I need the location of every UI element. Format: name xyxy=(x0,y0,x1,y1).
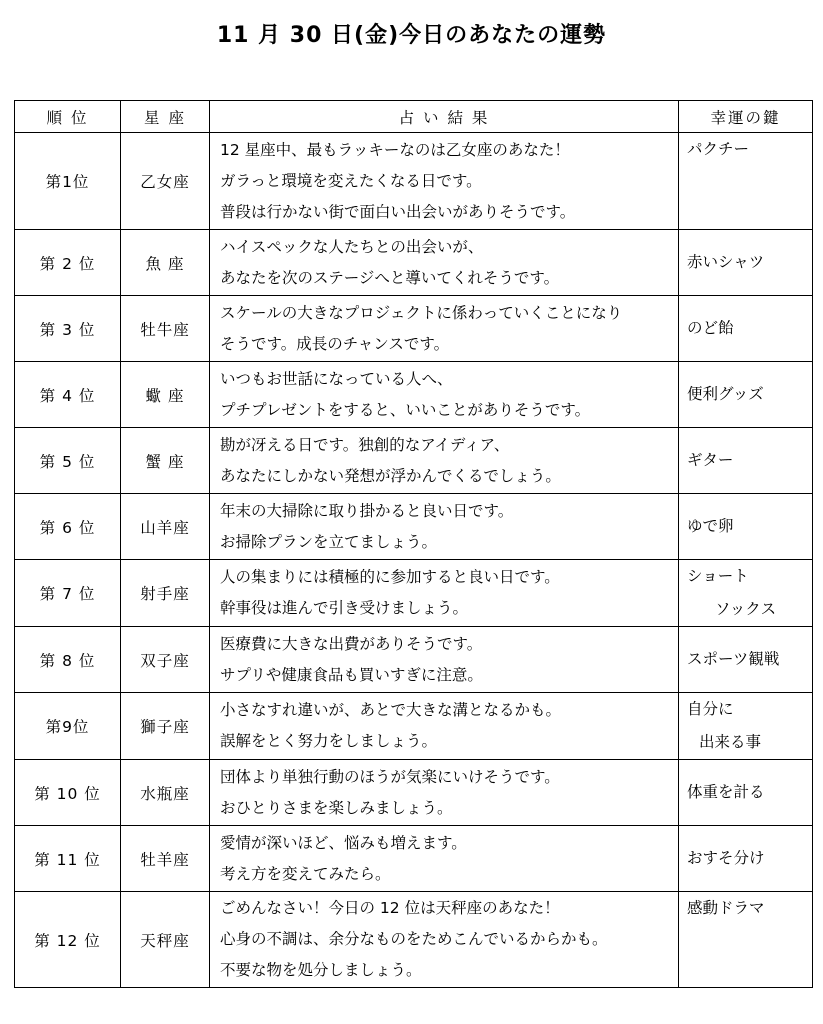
fortune-text-line: 愛情が深いほど、悩みも増えます。 xyxy=(220,833,467,852)
lucky-key-text: のど飴 xyxy=(687,319,734,337)
zodiac-sign-cell: 蠍 座 xyxy=(121,362,210,428)
zodiac-sign-cell: 乙女座 xyxy=(121,133,210,230)
table-row xyxy=(15,362,813,428)
rank-cell: 第1位 xyxy=(15,133,121,230)
zodiac-sign-cell: 牡牛座 xyxy=(121,296,210,362)
table-row xyxy=(15,892,813,988)
lucky-key-text: パクチー xyxy=(687,140,750,158)
rank-cell: 第 12 位 xyxy=(15,892,121,988)
fortune-text-line: そうです。成長のチャンスです。 xyxy=(220,334,450,353)
lucky-key-text: ショート xyxy=(687,567,749,585)
fortune-text-line: 団体より単独行動のほうが気楽にいけそうです。 xyxy=(220,767,560,786)
rank-cell: 第 4 位 xyxy=(15,362,121,428)
rank-cell: 第 5 位 xyxy=(15,428,121,494)
table-row xyxy=(15,627,813,693)
lucky-key-cell xyxy=(679,362,813,428)
rank-cell: 第 7 位 xyxy=(15,560,121,627)
zodiac-sign-cell: 牡羊座 xyxy=(121,826,210,892)
rank-cell: 第 11 位 xyxy=(15,826,121,892)
header-lucky-key: 幸運の鍵 xyxy=(679,101,813,133)
table-row xyxy=(15,296,813,362)
header-result: 占 い 結 果 xyxy=(210,101,679,133)
table-row xyxy=(15,133,813,230)
fortune-text-line: 誤解をとく努力をしましょう。 xyxy=(220,732,438,750)
lucky-key-text: 自分に xyxy=(687,700,734,718)
fortune-text-line: おひとりさまを楽しみましょう。 xyxy=(220,798,453,817)
fortune-text-line: 人の集まりには積極的に参加すると良い日です。 xyxy=(220,568,560,586)
fortune-text-line: 年末の大掃除に取り掛かると良い日です。 xyxy=(220,501,514,520)
fortune-result-cell xyxy=(210,892,679,988)
lucky-key-text: 感動ドラマ xyxy=(687,899,765,917)
lucky-key-cell xyxy=(679,428,813,494)
rank-cell: 第 2 位 xyxy=(15,230,121,296)
table-header-row xyxy=(15,101,813,133)
zodiac-sign-cell: 山羊座 xyxy=(121,494,210,560)
header-sign: 星 座 xyxy=(121,101,210,133)
fortune-result-cell xyxy=(210,560,679,627)
zodiac-sign-cell: 獅子座 xyxy=(121,693,210,760)
lucky-key-text: 出来る事 xyxy=(699,733,762,751)
fortune-text-line: お掃除プランを立てましょう。 xyxy=(220,532,438,551)
fortune-text-line: 幹事役は進んで引き受けましょう。 xyxy=(220,599,469,617)
lucky-key-text: スポーツ観戦 xyxy=(687,650,780,668)
lucky-key-cell xyxy=(679,560,813,627)
rank-cell: 第 6 位 xyxy=(15,494,121,560)
table-row xyxy=(15,428,813,494)
fortune-text-line: 考え方を変えてみたら。 xyxy=(220,864,391,883)
fortune-result-cell xyxy=(210,133,679,230)
lucky-key-text: 体重を計る xyxy=(687,783,765,801)
table-body xyxy=(15,133,813,988)
lucky-key-cell xyxy=(679,693,813,760)
fortune-text-line: 小さなすれ違いが、あとで大きな溝となるかも。 xyxy=(220,701,562,719)
lucky-key-cell xyxy=(679,627,813,693)
zodiac-sign-cell: 双子座 xyxy=(121,627,210,693)
fortune-result-cell xyxy=(210,230,679,296)
fortune-text-line: サプリや健康食品も買いすぎに注意。 xyxy=(220,665,483,684)
fortune-text-line: あなたを次のステージへと導いてくれそうです。 xyxy=(220,268,560,287)
lucky-key-cell xyxy=(679,230,813,296)
fortune-text-line: いつもお世話になっている人へ、 xyxy=(220,369,453,388)
lucky-key-cell xyxy=(679,760,813,826)
fortune-text-line: プチプレゼントをすると、いいことがありそうです。 xyxy=(220,400,591,419)
lucky-key-cell xyxy=(679,892,813,988)
lucky-key-text: おすそ分け xyxy=(687,849,765,867)
table-row xyxy=(15,494,813,560)
lucky-key-cell xyxy=(679,826,813,892)
lucky-key-text: ゆで卵 xyxy=(687,517,734,535)
fortune-result-cell xyxy=(210,760,679,826)
fortune-result-cell xyxy=(210,362,679,428)
lucky-key-cell xyxy=(679,494,813,560)
lucky-key-text: 赤いシャツ xyxy=(687,253,765,271)
fortune-result-cell xyxy=(210,428,679,494)
header-rank: 順 位 xyxy=(15,101,121,133)
horoscope-table xyxy=(14,100,813,988)
zodiac-sign-cell: 蟹 座 xyxy=(121,428,210,494)
fortune-result-cell xyxy=(210,693,679,760)
page-title: 11 月 30 日(金)今日のあなたの運勢 xyxy=(216,23,607,48)
fortune-text-line: ガラっと環境を変えたくなる日です。 xyxy=(220,171,482,190)
lucky-key-text: ソックス xyxy=(715,600,777,618)
rank-cell: 第 3 位 xyxy=(15,296,121,362)
lucky-key-text: 便利グッズ xyxy=(687,385,764,403)
zodiac-sign-cell: 天秤座 xyxy=(121,892,210,988)
fortune-text-line: あなたにしかない発想が浮かんでくるでしょう。 xyxy=(220,466,561,485)
lucky-key-cell xyxy=(679,133,813,230)
table-row xyxy=(15,230,813,296)
table-row xyxy=(15,826,813,892)
fortune-text-line: ハイスペックな人たちとの出会いが、 xyxy=(220,237,484,256)
fortune-text-line: 不要な物を処分しましょう。 xyxy=(220,961,422,979)
fortune-text-line: 勘が冴える日です。独創的なアイディア、 xyxy=(220,435,510,454)
fortune-text-line: 普段は行かない街で面白い出会いがありそうです。 xyxy=(220,202,576,221)
table-row xyxy=(15,560,813,627)
lucky-key-cell xyxy=(679,296,813,362)
table-row xyxy=(15,760,813,826)
zodiac-sign-cell: 魚 座 xyxy=(121,230,210,296)
zodiac-sign-cell: 水瓶座 xyxy=(121,760,210,826)
fortune-text-line: 12 星座中、最もラッキーなのは乙女座のあなた！ xyxy=(220,140,570,159)
table-row xyxy=(15,693,813,760)
fortune-text-line: ごめんなさい！今日の 12 位は天秤座のあなた！ xyxy=(220,899,560,917)
fortune-result-cell xyxy=(210,296,679,362)
fortune-text-line: スケールの大きなプロジェクトに係わっていくことになり xyxy=(220,303,623,322)
rank-cell: 第 10 位 xyxy=(15,760,121,826)
fortune-result-cell xyxy=(210,494,679,560)
rank-cell: 第9位 xyxy=(15,693,121,760)
fortune-text-line: 心身の不調は、余分なものをためこんでいるからかも。 xyxy=(220,930,608,948)
zodiac-sign-cell: 射手座 xyxy=(121,560,210,627)
rank-cell: 第 8 位 xyxy=(15,627,121,693)
fortune-result-cell xyxy=(210,826,679,892)
fortune-text-line: 医療費に大きな出費がありそうです。 xyxy=(220,634,483,653)
lucky-key-text: ギター xyxy=(687,451,734,469)
fortune-result-cell xyxy=(210,627,679,693)
